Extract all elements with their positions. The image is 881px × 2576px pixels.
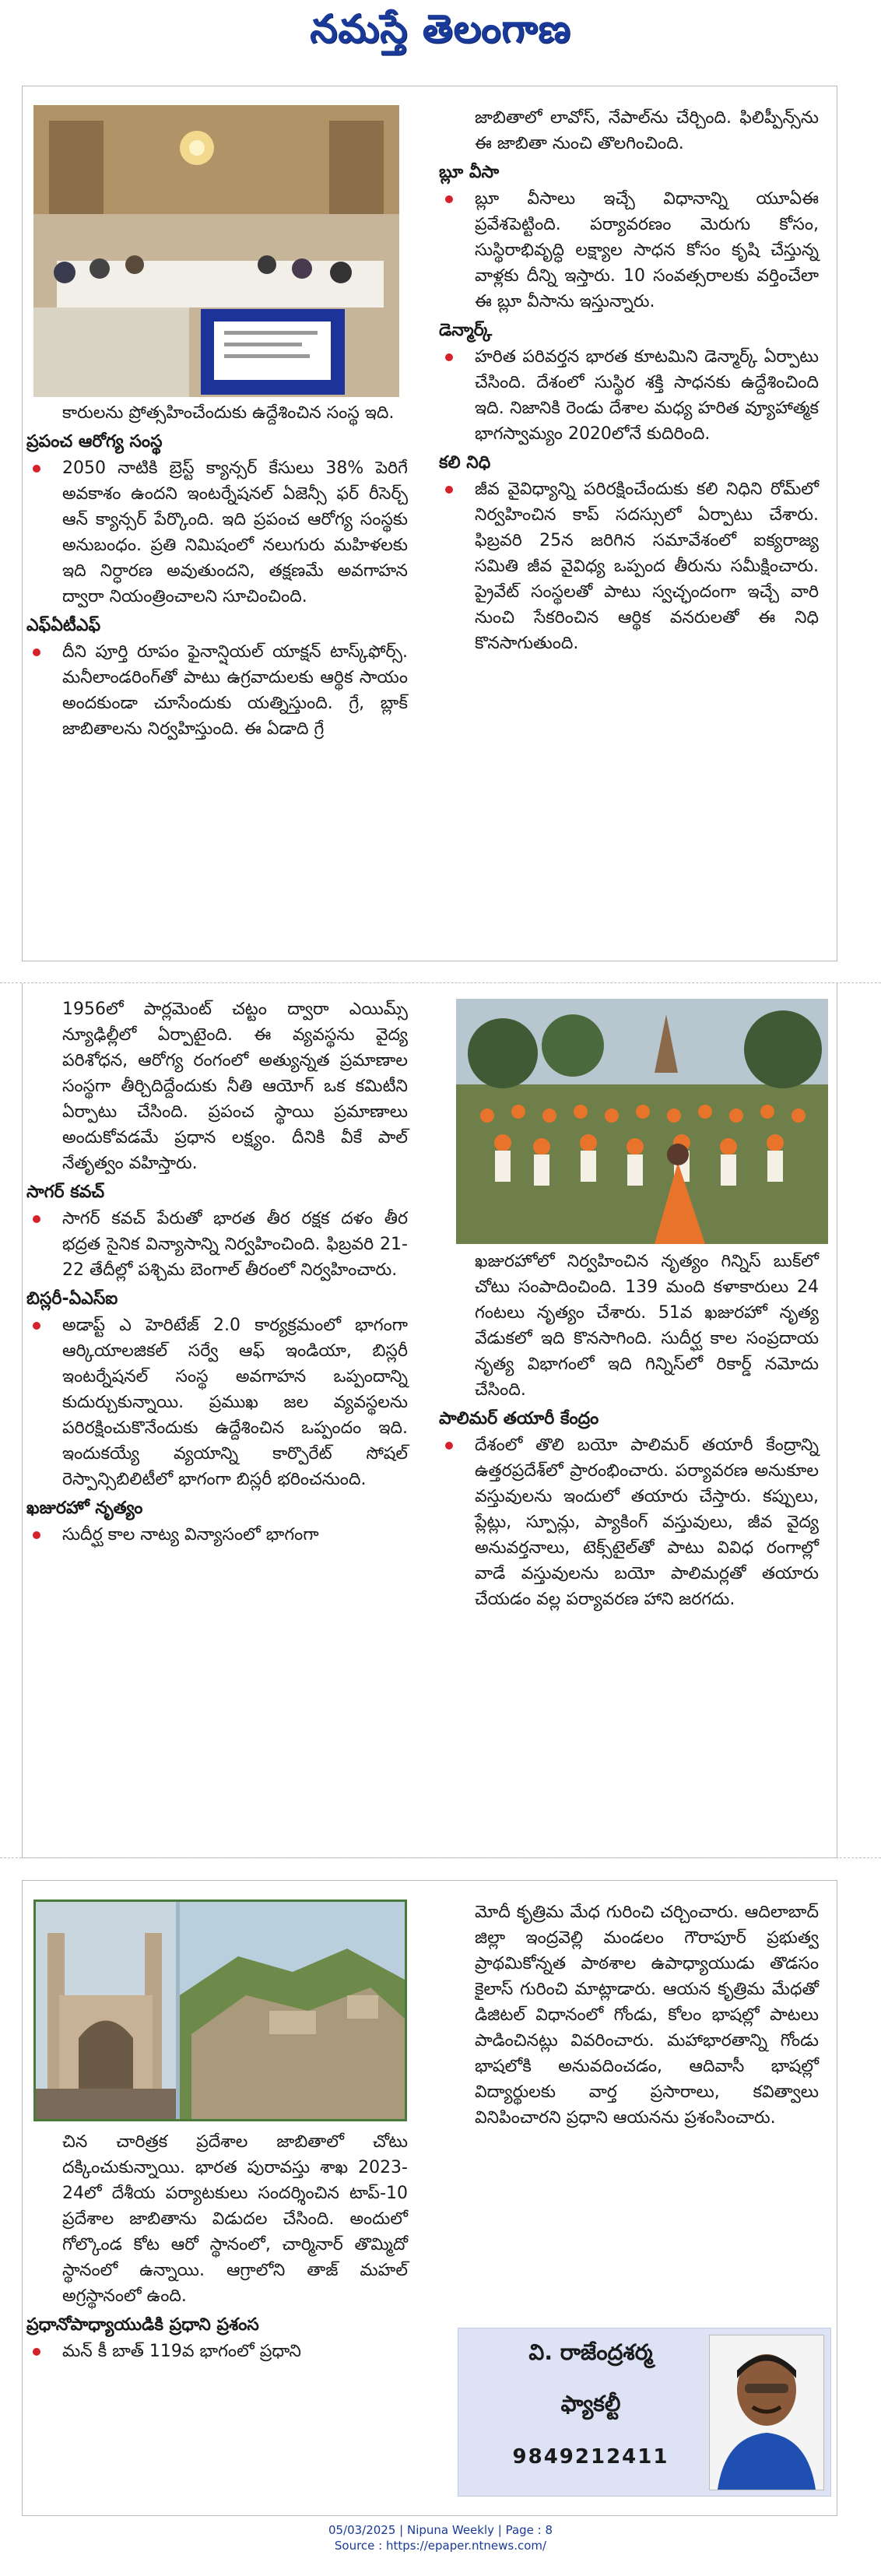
section-2-left-column (26, 996, 408, 1548)
masthead (0, 0, 881, 70)
section-divider (0, 1857, 881, 1858)
heading-fatf: ఎఫ్ఏటీఎఫ్ (26, 616, 101, 635)
continued-paragraph: జాబితాలో లావోస్, నేపాల్‌ను చేర్చింది. ఫిలిప్పీన్స్‌ను ఈ జాబితా నుంచి తొలగించింది. (475, 108, 819, 153)
continued-paragraph: మోదీ కృత్రిమ మేధ గురించి చర్చించారు. ఆదిలాబాద్ జిల్లా ఇంద్రవెల్లి మండలం గౌరాపూర్ ప్రభుత్వ ప్రాథమికోన్నత పాఠశాల ఉపాధ్యాయుడు తొడసం కైలాస్ గురించి మాట్లాడారు. ఆయన కృత్రిమ మేధతో డిజిటల్ విధానంలో గోండు, కోలం భాషల్లో పాటలు పాడించినట్లు వివరించారు. మహాభారతాన్ని గోండు భాషలోకి అనువదించడం, ఆదివాసీ భాషల్లో విద్యార్థులకు వార్త ప్రసారాలు, కవిత్వాలు వినిపించారని ప్రధాని ఆయనను ప్రశంసించారు. (475, 1903, 819, 2128)
pm-paragraph: మన్ కీ బాత్ 119వ భాగంలో ప్రధాని (26, 2339, 408, 2364)
footer-source-line: Source : https://epaper.ntnews.com/ (334, 2539, 547, 2553)
section-3-right-column (439, 1899, 819, 2131)
kali-nidhi-paragraph: జీవ వైవిధ్యాన్ని పరిరక్షించేందుకు కలి నిధిని రోమ్‌లో నిర్వహించిన కాప్ సదస్సులో ఏర్పాటు చేశారు. ఫిబ్రవరి 25న జరిగిన సమావేశంలో ఐక్యరాజ్య సమితి జీవ వైవిధ్య ఒప్పంద తీరును సమీక్షించారు. ప్రైవేట్ సంస్థలతో పాటు స్వచ్ఛందంగా ఇచ్చే వారి నుంచి సేకరించిన ఆర్థిక వనరులతో ఈ నిధి కొనసాగుతుంది. (439, 476, 819, 656)
heading-denmark: డెన్మార్క్ (439, 321, 493, 340)
bisleri-paragraph: అడాప్ట్ ఎ హెరిటేజ్ 2.0 కార్యక్రమంలో భాగంగా ఆర్కియాలజికల్ సర్వే ఆఫ్ ఇండియా, బిస్లరీ ఇంటర్నేషనల్ సంస్థ అవగాహన ఒప్పందాన్ని కుదుర్చుకున్నాయి. ప్రముఖ జల వ్యవస్థలను పరిరక్షించుకొనేందుకు ఉద్దేశించిన ఒప్పందం ఇది. ఇందుకయ్యే వ్యయాన్ని కార్పొరేట్ సోషల్ రెస్పాన్సిబిలిటీలో భాగంగా బిస్లరీ భరించనుంది. (26, 1313, 408, 1492)
heading-who: ప్రపంచ ఆరోగ్య సంస్థ (26, 432, 163, 452)
masthead-title: నమస్తే తెలంగాణ (310, 6, 571, 51)
section-1-right-column (439, 105, 819, 656)
section-1-left-column (26, 400, 408, 742)
heading-polymer: పాలిమర్ తయారీ కేంద్రం (439, 1409, 599, 1429)
denmark-paragraph: హరిత పరివర్తన భారత కూటమిని డెన్మార్క్ ఏర్పాటు చేసింది. దేశంలో సుస్థిర శక్తి సాధనకు ఉద్దేశించింది ఇది. నిజానికి రెండు దేశాల మధ్య హరిత వ్యూహాత్మక భాగస్వామ్యం 2020లోనే కుదిరింది. (439, 344, 819, 447)
heading-bisleri-asi: బిస్లరీ-ఏఎస్ఐ (26, 1289, 118, 1309)
author-box (458, 2328, 831, 2497)
monuments-photo (33, 1899, 407, 2121)
fatf-paragraph: దీని పూర్తి రూపం ఫైనాన్షియల్ యాక్షన్ టాస్క్‌ఫోర్స్. మనీలాండరింగ్‌తో పాటు ఉగ్రవాదులకు ఆర్థిక సాయం అందకుండా చూసేందుకు యత్నిస్తుంది. గ్రే, బ్లాక్ జాబితాలను నిర్వహిస్తుంది. ఈ ఏడాది గ్రే (26, 639, 408, 742)
author-role: ఫ్యాకల్టీ (560, 2391, 621, 2416)
author-phone: 9849212411 (512, 2445, 669, 2469)
section-divider (0, 982, 881, 983)
section-2-right-column (439, 1249, 819, 1612)
heading-khajuraho: ఖజురహో నృత్యం (26, 1499, 143, 1518)
author-photo (709, 2335, 824, 2490)
section-3-left-column (26, 2129, 408, 2364)
khajuraho-paragraph: సుదీర్ఘ కాల నాట్య విన్యాసంలో భాగంగా (26, 1522, 408, 1548)
author-name: వి. రాజేంద్రశర్మ (528, 2339, 653, 2365)
footer-date-line: 05/03/2025 | Nipuna Weekly | Page : 8 (328, 2523, 553, 2537)
conference-photo (33, 105, 399, 397)
aiims-paragraph: 1956లో పార్లమెంట్ చట్టం ద్వారా ఎయిమ్స్ న్యూఢిల్లీలో ఏర్పాటైంది. ఈ వ్యవస్థను వైద్య పరిశోధన, ఆరోగ్య రంగంలో అత్యున్నత ప్రమాణాల సంస్థగా తీర్చిదిద్దేందుకు నీతి ఆయోగ్ ఒక కమిటీని ఏర్పాటు చేసింది. ప్రపంచ స్థాయి ప్రమాణాలు అందుకోవడమే ప్రధాన లక్ష్యం. దీనికి వీకే పాల్ నేతృత్వం వహిస్తారు. (62, 1000, 408, 1173)
footer (0, 2522, 881, 2553)
heritage-paragraph: చిన చారిత్రక ప్రదేశాల జాబితాలో చోటు దక్కించుకున్నాయి. భారత పురావస్తు శాఖ 2023-24లో దేశీయ పర్యాటకులు సందర్శించిన టాప్-10 ప్రదేశాల జాబితాను విడుదల చేసింది. అందులో గోల్కొండ కోట ఆరో స్థానంలో, చార్మినార్ తొమ్మిదో స్థానంలో ఉన్నాయి. ఆగ్రాలోని తాజ్ మహల్ అగ్రస్థానంలో ఉంది. (62, 2132, 408, 2306)
heading-sagar-kavach: సాగర్ కవచ్ (26, 1183, 105, 1202)
heading-blue-visa: బ్లూ వీసా (439, 163, 500, 182)
continued-paragraph: ఖజురహోలో నిర్వహించిన నృత్యం గిన్నిస్ బుక్‌లో చోటు సంపాదించింది. 139 మంది కళాకారులు 24 గంటలు నృత్యం చేశారు. 51వ ఖజురహో నృత్య వేడుకలో ఇది కొనసాగింది. సుదీర్ఘ కాల సంప్రదాయ నృత్య విభాగంలో ఇది గిన్నిస్‌లో రికార్డ్ నమోదు చేసింది. (475, 1252, 819, 1400)
who-paragraph: 2050 నాటికి బ్రెస్ట్ క్యాన్సర్ కేసులు 38% పెరిగే అవకాశం ఉందని ఇంటర్నేషనల్ ఏజెన్సీ ఫర్ రీసెర్చ్ ఆన్ క్యాన్సర్ పేర్కొంది. ఇది ప్రపంచ ఆరోగ్య సంస్థకు అనుబంధం. ప్రతి నిమిషంలో నలుగురు మహిళలకు ఇది నిర్ధారణ అవుతుందని, తక్షణమే అవగాహన ద్వారా నియంత్రించాలని సూచించింది. (26, 455, 408, 610)
sagar-kavach-paragraph: సాగర్ కవచ్ పేరుతో భారత తీర రక్షక దళం తీర భద్రత సైనిక విన్యాసాన్ని నిర్వహించింది. ఫిబ్రవరి 21-22 తేదీల్లో పశ్చిమ బెంగాల్ తీరంలో నిర్వహించారు. (26, 1206, 408, 1283)
blue-visa-paragraph: బ్లూ వీసాలు ఇచ్చే విధానాన్ని యూఏఈ ప్రవేశపెట్టింది. పర్యావరణం మెరుగు కోసం, సుస్థిరాభివృద్ధి లక్ష్యాల సాధన కోసం కృషి చేస్తున్న వాళ్లకు దీన్ని ఇస్తారు. 10 సంవత్సరాలకు వర్తించేలా ఈ బ్లూ వీసాను ఇస్తున్నారు. (439, 186, 819, 315)
heading-kali-nidhi: కలి నిధి (439, 453, 491, 473)
dance-photo (456, 999, 828, 1244)
polymer-paragraph: దేశంలో తొలి బయో పాలిమర్ తయారీ కేంద్రాన్ని ఉత్తరప్రదేశ్‌లో ప్రారంభించారు. పర్యావరణ అనుకూల వస్తువులను ఇందులో తయారు చేస్తారు. కప్పులు, ప్లేట్లు, స్పూన్లు, ప్యాకింగ్ వస్తువులు, జీవ వైద్య అనువర్తనాలు, టెక్స్‌టైల్‌తో పాటు వివిధ రంగాల్లో వాడే వస్తువులను బయో పాలిమర్లతో తయారు చేయడం వల్ల పర్యావరణ హాని జరగదు. (439, 1432, 819, 1612)
heading-pm-praise: ప్రధానోపాధ్యాయుడికి ప్రధాని ప్రశంస (26, 2315, 259, 2335)
continued-paragraph: కారులను ప్రోత్సహించేందుకు ఉద్దేశించిన సంస్థ ఇది. (62, 403, 395, 423)
